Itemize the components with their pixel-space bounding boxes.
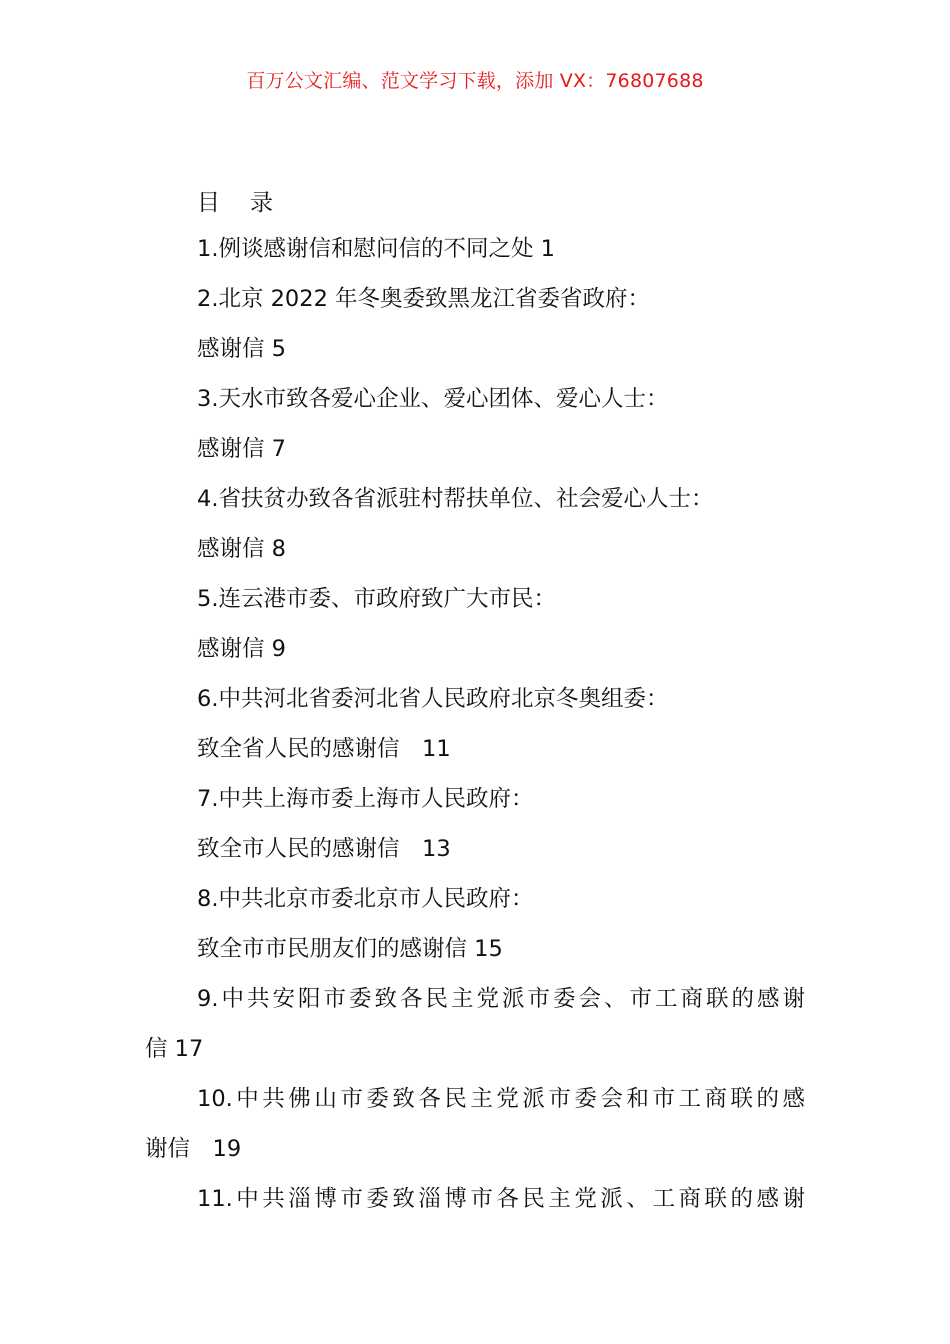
toc-line: 10.中共佛山市委致各民主党派市委会和市工商联的感 xyxy=(197,1086,805,1112)
toc-title-left: 目 xyxy=(197,190,220,216)
toc-line: 6.中共河北省委河北省人民政府北京冬奥组委： xyxy=(197,686,669,712)
toc-line: 感谢信 9 xyxy=(197,636,286,662)
toc-line: 5.连云港市委、市政府致广大市民： xyxy=(197,586,556,612)
toc-line: 9.中共安阳市委致各民主党派市委会、市工商联的感谢 xyxy=(197,986,805,1012)
toc-line: 感谢信 8 xyxy=(197,536,286,562)
toc-line: 8.中共北京市委北京市人民政府： xyxy=(197,886,534,912)
header-watermark-text: 百万公文汇编、范文学习下载，添加 VX：76807688 xyxy=(246,70,704,92)
toc-line: 致全市人民的感谢信 13 xyxy=(197,836,451,862)
toc-line: 信 17 xyxy=(145,1036,204,1062)
toc-line: 感谢信 5 xyxy=(197,336,286,362)
toc-line: 4.省扶贫办致各省派驻村帮扶单位、社会爱心人士： xyxy=(197,486,714,512)
toc-list xyxy=(0,232,950,1232)
toc-title xyxy=(197,184,273,217)
toc-line: 11.中共淄博市委致淄博市各民主党派、工商联的感谢 xyxy=(197,1186,805,1212)
toc-line: 2.北京 2022 年冬奥委致黑龙江省委省政府： xyxy=(197,286,651,312)
toc-line: 谢信 19 xyxy=(145,1136,242,1162)
toc-line: 致全省人民的感谢信 11 xyxy=(197,736,451,762)
toc-title-right: 录 xyxy=(250,190,273,216)
toc-line: 7.中共上海市委上海市人民政府： xyxy=(197,786,534,812)
toc-line: 感谢信 7 xyxy=(197,436,286,462)
toc-line: 1.例谈感谢信和慰问信的不同之处 1 xyxy=(197,236,555,262)
toc-line: 3.天水市致各爱心企业、爱心团体、爱心人士： xyxy=(197,386,669,412)
toc-line: 致全市市民朋友们的感谢信 15 xyxy=(197,936,503,962)
